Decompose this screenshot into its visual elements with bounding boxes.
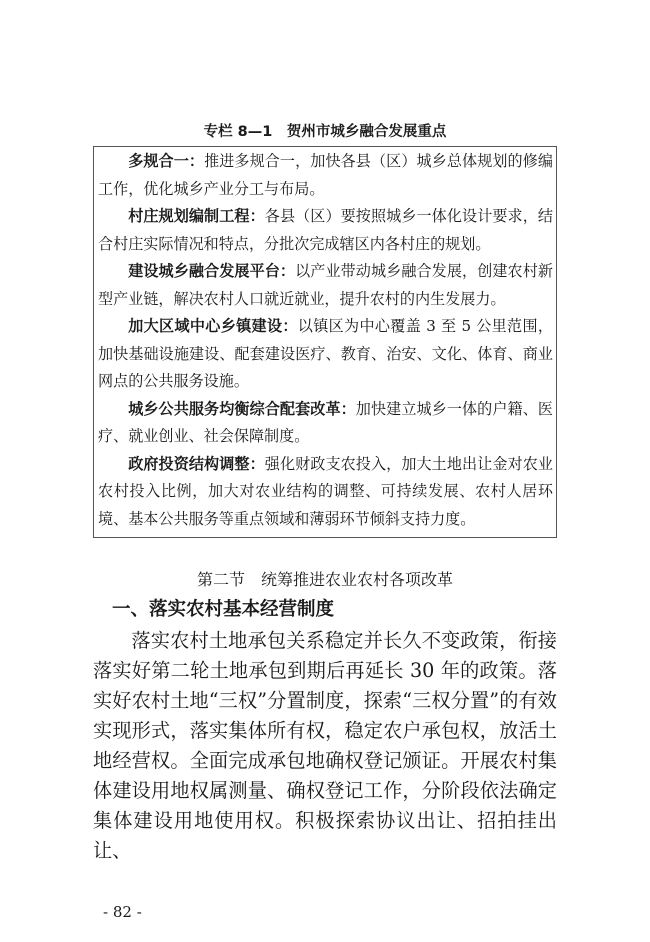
box-item-label: 政府投资结构调整： bbox=[128, 454, 265, 473]
section-heading bbox=[0, 568, 650, 592]
box-item-label: 村庄规划编制工程： bbox=[128, 207, 265, 225]
box-item-label: 建设城乡融合发展平台： bbox=[128, 262, 296, 280]
section-title: 统筹推进农业农村各项改革 bbox=[261, 570, 454, 589]
section-number: 第二节 bbox=[196, 570, 245, 589]
box-item bbox=[98, 148, 553, 203]
feature-box bbox=[93, 146, 557, 538]
box-item-label: 城乡公共服务均衡综合配套改革： bbox=[128, 399, 356, 418]
box-item bbox=[98, 451, 553, 534]
box-item-text: 各县（区）要按照城乡一体化设计要求，结合村庄实际情况和特点，分批次完成辖区内各村庄的规划。 bbox=[98, 207, 553, 253]
box-item-label: 加大区域中心乡镇建设： bbox=[128, 317, 298, 335]
box-item-text: 以产业带动城乡融合发展，创建农村新型产业链，解决农村人口就近就业，提升农村的内生发展力。 bbox=[98, 262, 553, 308]
box-item bbox=[98, 258, 553, 313]
box-item-text: 强化财政支农投入，加大土地出让金对农业农村投入比例，加大对农业结构的调整、可持续发展、农村人居环境、基本公共服务等重点领域和薄弱环节倾斜支持力度。 bbox=[98, 454, 553, 528]
box-item-text: 推进多规合一，加快各县（区）城乡总体规划的修编工作，优化城乡产业分工与布局。 bbox=[98, 152, 553, 198]
subheading: 一、落实农村基本经营制度 bbox=[112, 599, 335, 620]
box-item bbox=[98, 313, 553, 396]
box-item-text: 以镇区为中心覆盖 3 至 5 公里范围，加快基础设施建设、配套建设医疗、教育、治安、文化、体育、商业网点的公共服务设施。 bbox=[98, 317, 553, 390]
box-item bbox=[98, 396, 553, 451]
box-item bbox=[98, 203, 553, 258]
box-item-label: 多规合一： bbox=[128, 152, 205, 170]
page-number: - 82 - bbox=[103, 903, 142, 921]
box-item-text: 加快建立城乡一体的户籍、医疗、就业创业、社会保障制度。 bbox=[98, 399, 553, 445]
box-title: 专栏 8—1 贺州市城乡融合发展重点 bbox=[203, 124, 447, 140]
body-paragraph: 落实农村土地承包关系稳定并长久不变政策，衔接落实好第二轮土地承包到期后再延长 30 年的政策。落实好农村土地“三权”分置制度，探索“三权分置”的有效实现形式，落实集体所有权，稳定农户承包权，放活土地经营权。全面完成承包地确权登记颁证。开展农村集体建设用地权属测量、确权登记工作，分阶段依法确定集体建设用地使用权。积极探索协议出让、招拍挂出让、 bbox=[93, 629, 557, 862]
